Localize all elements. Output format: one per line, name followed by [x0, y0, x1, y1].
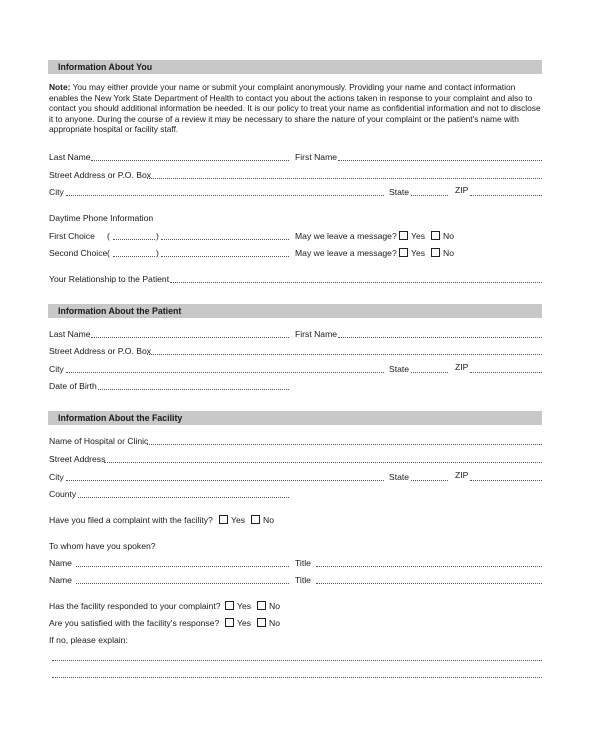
title-label: Title — [295, 575, 311, 585]
name-label: Name — [49, 558, 72, 568]
relationship-label: Your Relationship to the Patient — [49, 274, 170, 284]
patient-dob-field[interactable] — [98, 389, 289, 390]
checkbox[interactable] — [431, 248, 440, 257]
satisfied-no-option[interactable] — [257, 618, 280, 629]
facility-city-field[interactable] — [66, 480, 384, 481]
name-label: Name — [49, 575, 72, 585]
zip-label: ZIP — [455, 362, 469, 372]
checkbox[interactable] — [257, 601, 266, 610]
area-code-close: ) — [156, 248, 159, 258]
filed-complaint-yes-option[interactable] — [219, 515, 245, 526]
area-code-close: ) — [156, 231, 159, 241]
you-state-field[interactable] — [411, 195, 448, 196]
second-choice-area-code-field[interactable] — [113, 256, 155, 257]
area-code-open: ( — [107, 231, 110, 241]
patient-city-field[interactable] — [66, 372, 384, 373]
second-choice-number-field[interactable] — [161, 256, 289, 257]
zip-label: ZIP — [455, 470, 469, 480]
hospital-name-label: Name of Hospital or Clinic — [49, 436, 149, 446]
you-zip-field[interactable] — [470, 195, 542, 196]
satisfied-yes-option[interactable] — [225, 618, 251, 629]
first-choice-yes-option[interactable] — [399, 231, 425, 242]
first-choice-no-option[interactable] — [431, 231, 454, 242]
county-label: County — [49, 489, 77, 499]
explain-line-2[interactable] — [52, 677, 542, 678]
last-name-label: Last Name — [49, 152, 91, 162]
patient-zip-field[interactable] — [470, 372, 542, 373]
section-header-facility — [48, 411, 542, 425]
first-name-label: First Name — [295, 329, 338, 339]
explain-line-1[interactable] — [52, 660, 542, 661]
city-label: City — [49, 472, 64, 482]
checkbox[interactable] — [399, 231, 408, 240]
first-choice-label: First Choice — [49, 231, 95, 241]
contact-2-title-field[interactable] — [316, 583, 542, 584]
yes-label: Yes — [237, 601, 252, 611]
date-of-birth-label: Date of Birth — [49, 381, 97, 391]
section-title: Information About the Patient — [58, 306, 182, 316]
state-label: State — [389, 187, 410, 197]
checkbox[interactable] — [225, 601, 234, 610]
no-label: No — [263, 515, 274, 525]
leave-message-label: May we leave a message? — [295, 231, 397, 241]
you-city-field[interactable] — [66, 195, 384, 196]
checkbox[interactable] — [431, 231, 440, 240]
city-label: City — [49, 364, 64, 374]
section-title: Information About the Facility — [58, 413, 183, 423]
patient-state-field[interactable] — [411, 372, 448, 373]
filed-complaint-no-option[interactable] — [251, 515, 274, 526]
second-choice-yes-option[interactable] — [399, 248, 425, 259]
second-choice-label: Second Choice — [49, 248, 108, 258]
if-no-explain-label: If no, please explain: — [49, 635, 128, 645]
yes-label: Yes — [411, 248, 426, 258]
yes-label: Yes — [237, 618, 252, 628]
no-label: No — [269, 618, 280, 628]
no-label: No — [443, 231, 454, 241]
state-label: State — [389, 364, 410, 374]
street-address-label: Street Address or P.O. Box — [49, 170, 152, 180]
no-label: No — [443, 248, 454, 258]
street-address-label: Street Address or P.O. Box — [49, 346, 152, 356]
second-choice-no-option[interactable] — [431, 248, 454, 259]
responded-yes-option[interactable] — [225, 601, 251, 612]
area-code-open: ( — [107, 248, 110, 258]
first-choice-area-code-field[interactable] — [113, 239, 155, 240]
note-label: Note: — [49, 82, 71, 92]
patient-last-name-field[interactable] — [91, 337, 289, 338]
you-street-address-field[interactable] — [147, 178, 542, 179]
contact-2-name-field[interactable] — [76, 583, 289, 584]
last-name-label: Last Name — [49, 329, 91, 339]
first-choice-number-field[interactable] — [161, 239, 289, 240]
contact-1-title-field[interactable] — [316, 566, 542, 567]
facility-zip-field[interactable] — [470, 480, 542, 481]
patient-street-address-field[interactable] — [147, 354, 542, 355]
first-name-label: First Name — [295, 152, 338, 162]
section-header-you — [48, 60, 542, 74]
note-text: You may either provide your name or submit your complaint anonymously. Providing your name and contact information enables the New York State Department of Health to contact you about the actions taken in response to your complaint and also to contact you should additional information be needed. It is our policy to treat your name as confidential information and not to disclose it to anyone. During the course of a review it may be necessary to share the nature of your complaint or the patient's name with appropriate hospital or facility staff. — [49, 82, 541, 135]
hospital-name-field[interactable] — [147, 444, 542, 445]
you-first-name-field[interactable] — [338, 160, 542, 161]
checkbox[interactable] — [257, 618, 266, 627]
title-label: Title — [295, 558, 311, 568]
spoken-to-label: To whom have you spoken? — [49, 541, 156, 551]
facility-responded-label: Has the facility responded to your complaint? — [49, 601, 221, 611]
facility-street-label: Street Address — [49, 454, 106, 464]
checkbox[interactable] — [399, 248, 408, 257]
checkbox[interactable] — [251, 515, 260, 524]
section-title: Information About You — [58, 62, 153, 72]
note-paragraph — [49, 82, 543, 135]
city-label: City — [49, 187, 64, 197]
checkbox[interactable] — [225, 618, 234, 627]
checkbox[interactable] — [219, 515, 228, 524]
section-header-patient — [48, 304, 542, 318]
you-last-name-field[interactable] — [91, 160, 289, 161]
no-label: No — [269, 601, 280, 611]
yes-label: Yes — [411, 231, 426, 241]
yes-label: Yes — [231, 515, 246, 525]
daytime-phone-label: Daytime Phone Information — [49, 213, 154, 223]
facility-county-field[interactable] — [78, 497, 289, 498]
responded-no-option[interactable] — [257, 601, 280, 612]
facility-state-field[interactable] — [411, 480, 448, 481]
facility-street-field[interactable] — [104, 462, 542, 463]
zip-label: ZIP — [455, 185, 469, 195]
relationship-field[interactable] — [170, 282, 542, 283]
patient-first-name-field[interactable] — [338, 337, 542, 338]
leave-message-label: May we leave a message? — [295, 248, 397, 258]
satisfied-label: Are you satisfied with the facility's response? — [49, 618, 220, 628]
filed-complaint-label: Have you filed a complaint with the facility? — [49, 515, 213, 525]
state-label: State — [389, 472, 410, 482]
contact-1-name-field[interactable] — [76, 566, 289, 567]
